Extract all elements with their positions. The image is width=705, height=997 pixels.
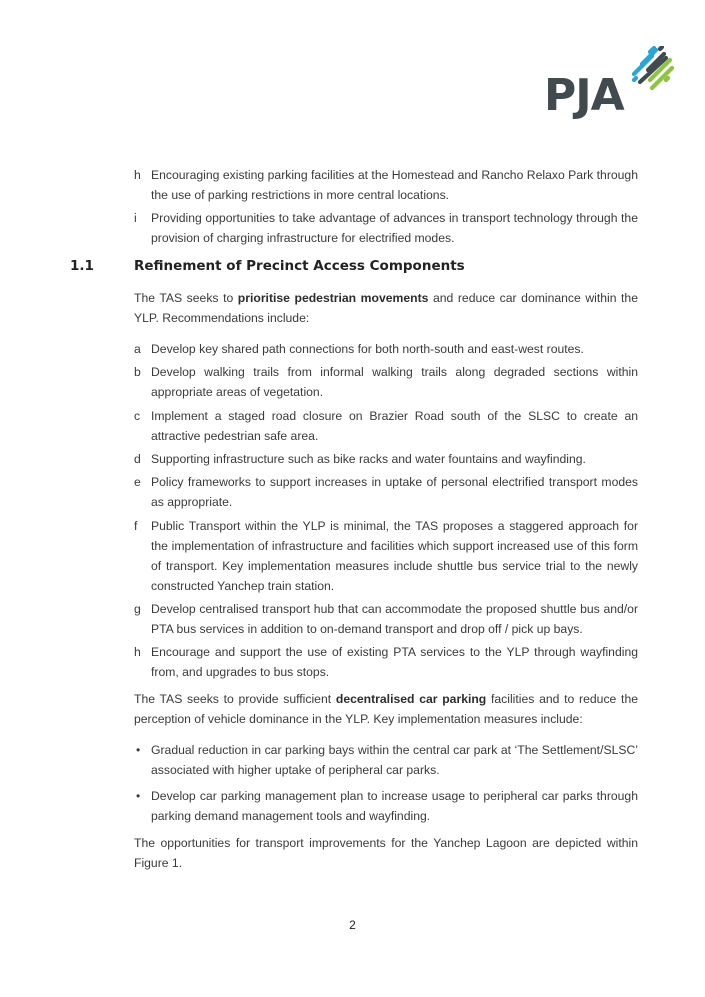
- bullet-item: [134, 786, 638, 826]
- logo-wordmark: PJA: [544, 70, 624, 121]
- paragraph-text: The TAS seeks to: [134, 291, 238, 305]
- list-marker: g: [134, 602, 141, 616]
- list-item-text: Providing opportunities to take advantage of advances in transport technology through the provision of charging infrastructure for electrified modes.: [151, 211, 638, 245]
- section-number: 1.1: [70, 258, 94, 274]
- list-item-text: Encourage and support the use of existing PTA services to the YLP through wayfinding from, and upgrades to bus stops.: [151, 645, 638, 679]
- list-marker: c: [134, 409, 141, 423]
- list-marker: f: [134, 519, 138, 533]
- diagonal-dashes-icon: [630, 46, 676, 92]
- list-marker: h: [134, 168, 141, 182]
- paragraph-text: and reduce car dominance within the YLP. Recommendations include:: [134, 291, 638, 325]
- list-item: [134, 472, 638, 512]
- intro-paragraph: [134, 288, 638, 328]
- list-marker: h: [134, 645, 141, 659]
- list-item: [134, 516, 638, 596]
- list-marker: e: [134, 475, 141, 489]
- list-item-text: Develop car parking management plan to increase usage to peripheral car parks through parking demand management tools and wayfinding.: [151, 789, 638, 823]
- bullet-icon: •: [136, 743, 141, 757]
- list-item: [134, 208, 638, 248]
- list-item-text: Policy frameworks to support increases in uptake of personal electrified transport modes as appropriate.: [151, 475, 638, 509]
- paragraph-text: facilities and to reduce the perception of vehicle dominance in the YLP. Key implementation measures include:: [134, 692, 638, 726]
- list-item-text: Encouraging existing parking facilities at the Homestead and Rancho Relaxo Park through the use of parking restrictions in more central locations.: [151, 168, 638, 202]
- list-marker: d: [134, 452, 141, 466]
- emphasis-text: decentralised car parking: [335, 692, 487, 706]
- closing-paragraph: The opportunities for transport improvements for the Yanchep Lagoon are depicted within Figure 1.: [134, 836, 638, 870]
- list-item-text: Implement a staged road closure on Brazier Road south of the SLSC to create an attractive pedestrian safe area.: [151, 409, 638, 443]
- list-item: [134, 642, 638, 682]
- list-item-text: Public Transport within the YLP is minimal, the TAS proposes a staggered approach for the implementation of infrastructure and facilities which support increased use of this form of transport. Key implementation measures include shuttle bus service trial to the newly constructed Yanchep train station.: [151, 519, 638, 593]
- list-item-text: Supporting infrastructure such as bike racks and water fountains and wayfinding.: [151, 452, 586, 466]
- section-title: Refinement of Precinct Access Components: [134, 258, 465, 274]
- list-item-text: Develop key shared path connections for both north-south and east-west routes.: [151, 342, 584, 356]
- list-item-text: Develop walking trails from informal walking trails along degraded sections within appropriate areas of vegetation.: [151, 365, 638, 399]
- list-item: [134, 362, 638, 402]
- list-marker: i: [134, 211, 137, 225]
- list-item: [134, 165, 638, 205]
- list-item: [134, 339, 638, 359]
- list-marker: b: [134, 365, 141, 379]
- list-marker: a: [134, 342, 141, 356]
- paragraph-text: The TAS seeks to provide sufficient: [134, 692, 336, 706]
- bullet-icon: •: [136, 789, 141, 803]
- bullet-item: [134, 740, 638, 780]
- list-item-text: Gradual reduction in car parking bays within the central car park at ‘The Settlement/SLSC’ associated with higher uptake of peripheral car parks.: [151, 743, 638, 777]
- pja-logo: [544, 46, 676, 126]
- list-item: [134, 406, 638, 446]
- emphasis-text: prioritise pedestrian movements: [237, 291, 429, 305]
- page-number: 2: [349, 918, 356, 932]
- parking-paragraph: [134, 689, 638, 729]
- list-item-text: Develop centralised transport hub that can accommodate the proposed shuttle bus and/or PTA bus services in addition to on-demand transport and drop off / pick up bays.: [151, 602, 638, 636]
- list-item: [134, 599, 638, 639]
- list-item: [134, 449, 638, 469]
